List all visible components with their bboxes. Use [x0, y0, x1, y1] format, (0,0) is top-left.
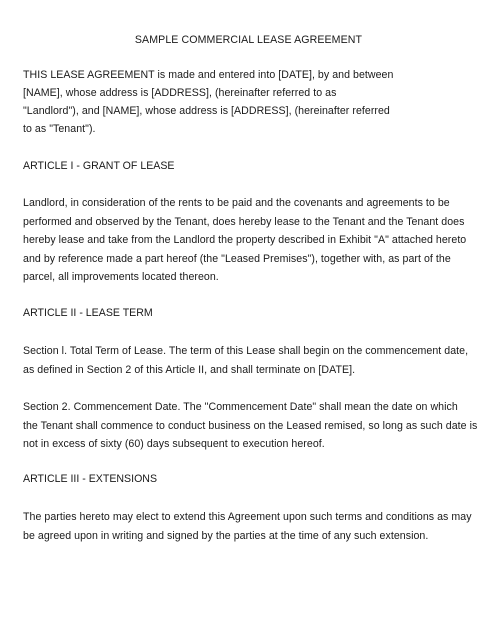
- article-1-heading: ARTICLE I - GRANT OF LEASE: [23, 160, 175, 172]
- article-1-line: Landlord, in consideration of the rents to be paid and the covenants and agreements to be: [23, 197, 450, 209]
- article-1-paragraph: [23, 194, 483, 287]
- section-2-line: the Tenant shall commence to conduct business on the Leased remised, so long as such date is: [23, 419, 478, 432]
- article-1-line: performed and observed by the Tenant, does hereby lease to the Tenant and the Tenant does: [23, 215, 465, 228]
- article-2-section-2: [23, 398, 483, 454]
- section-1-line: Section l. Total Term of Lease. The term of this Lease shall begin on the commencement date,: [23, 345, 469, 357]
- article-2-section-1: [23, 342, 483, 379]
- intro-line: THIS LEASE AGREEMENT is made and entered into [DATE], by and between: [23, 69, 394, 81]
- intro-paragraph: [23, 66, 483, 138]
- article-1-line: parcel, all improvements located thereon.: [23, 271, 219, 283]
- section-1-line: as defined in Section 2 of this Article II, and shall terminate on [DATE].: [23, 363, 356, 376]
- article-2-heading: ARTICLE II - LEASE TERM: [23, 307, 153, 319]
- section-2-line: not in excess of sixty (60) days subsequent to execution hereof.: [23, 438, 325, 450]
- intro-line: to as "Tenant").: [23, 123, 96, 135]
- document-title: SAMPLE COMMERCIAL LEASE AGREEMENT: [134, 34, 363, 46]
- article-3-paragraph: [23, 508, 483, 545]
- section-2-line: Section 2. Commencement Date. The "Commencement Date" shall mean the date on which: [23, 401, 458, 413]
- article-1-line: hereby lease and take from the Landlord the property described in Exhibit "A" attached hereto: [23, 234, 467, 246]
- article-1-line: and by reference made a part hereof (the "Leased Premises"), together with, as part of the: [23, 252, 451, 265]
- article-3-line: be agreed upon in writing and signed by the parties at the time of any such extension.: [23, 529, 429, 542]
- intro-line: [NAME], whose address is [ADDRESS], (hereinafter referred to as: [23, 87, 337, 99]
- intro-line: "Landlord"), and [NAME], whose address is [ADDRESS], (hereinafter referred: [23, 105, 390, 117]
- article-3-heading: ARTICLE III - EXTENSIONS: [23, 473, 158, 485]
- article-3-line: The parties hereto may elect to extend this Agreement upon such terms and conditions as may: [23, 511, 472, 523]
